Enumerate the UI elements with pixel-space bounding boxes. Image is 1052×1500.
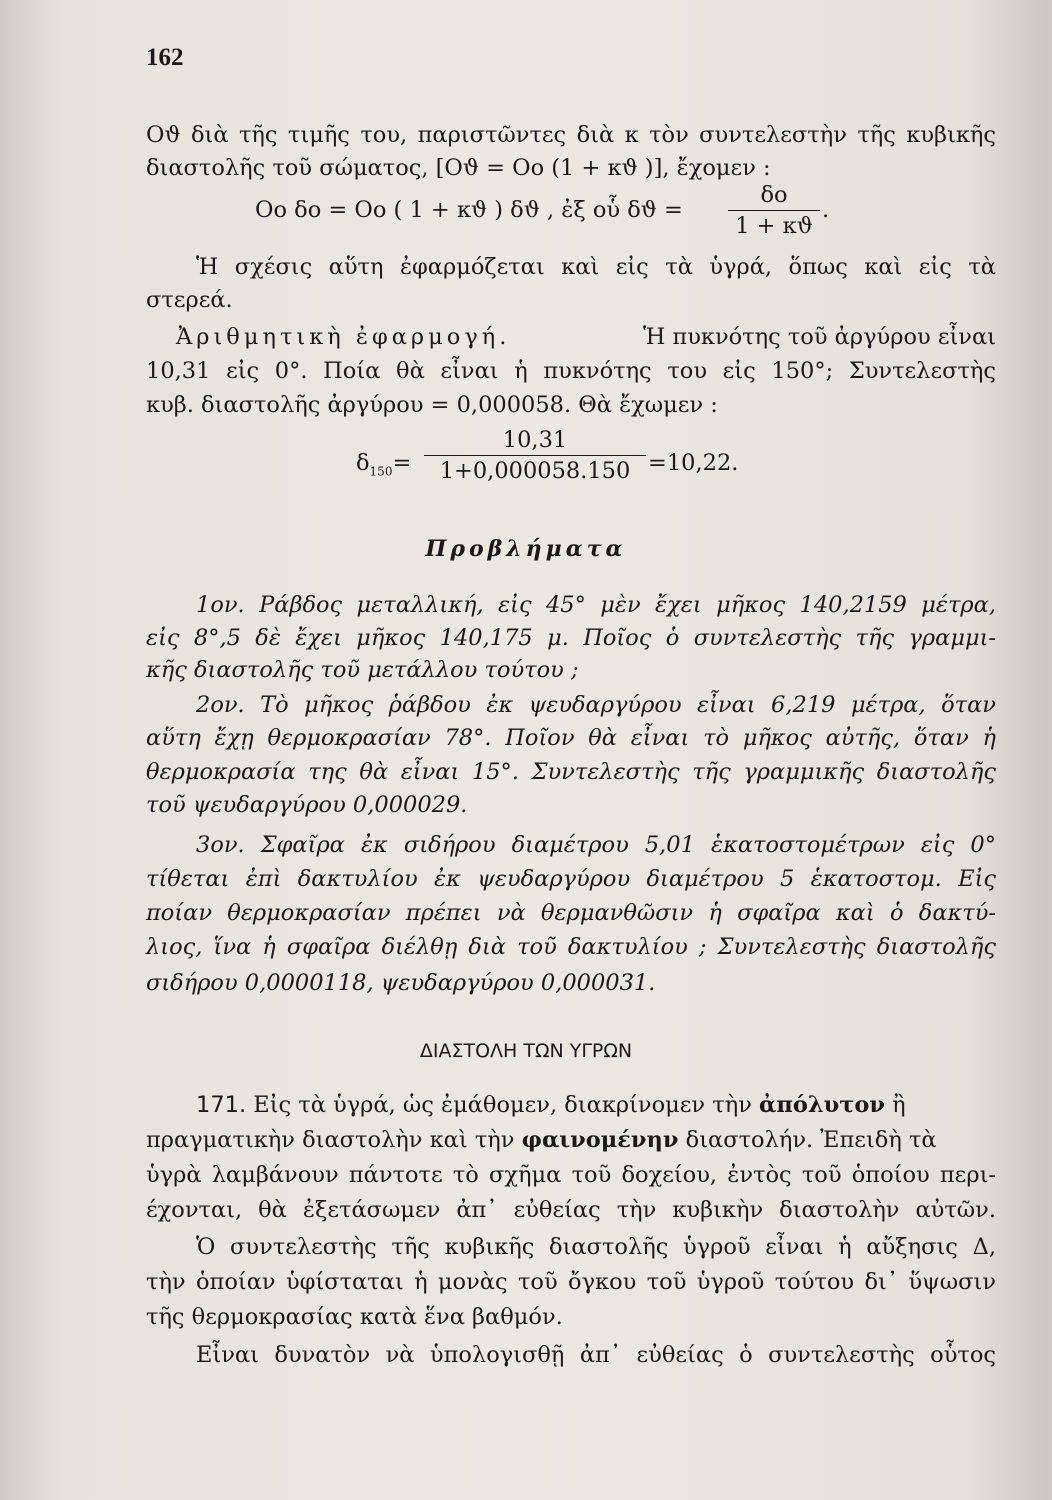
relation-line-1: Ἡ σχέσις αὕτη ἐφαρμόζεται καὶ εἰς τὰ ὑγρά, ὅπως καὶ εἰς τὰ <box>196 254 996 280</box>
application-line-3: κυβ. διαστολῆς ἀργύρου = 0,000058. Θὰ ἔχωμεν : <box>146 392 718 418</box>
section-171-line-2-a: πραγματικὴν διαστολὴν καὶ τὴν <box>146 1127 515 1153</box>
problem-2-line-1: 2ον. Τὸ μῆκος ῥάβδου ἐκ ψευδαργύρου εἶναι 6,219 μέτρα, ὅταν <box>196 692 996 718</box>
section-171-line-5: Ὁ συντελεστὴς τῆς κυβικῆς διαστολῆς ὑγροῦ εἶναι ἡ αὔξησις Δ, <box>196 1234 996 1260</box>
problem-1-line-2: εἰς 8°,5 δὲ ἔχει μῆκος 140,175 μ. Ποῖος ὁ συντελεστὴς τῆς γραμμι- <box>146 625 996 651</box>
equation-1-denominator: 1 + κϑ <box>735 213 813 239</box>
problem-3-line-3: ποίαν θερμοκρασίαν πρέπει νὰ θερμανθῶσιν ἡ σφαῖρα καὶ ὁ δακτύ- <box>146 900 996 926</box>
intro-line-1: Oϑ διὰ τῆς τιμῆς του, παριστῶντες διὰ κ τὸν συντελεστὴν τῆς κυβικῆς <box>146 122 996 148</box>
section-171-line-2-c: διαστολήν. Ἐπειδὴ τὰ <box>685 1127 937 1153</box>
equation-1-fraction <box>728 182 820 239</box>
relation-line-2: στερεά. <box>146 287 233 313</box>
equation-2-equals: = <box>392 450 412 476</box>
section-171-line-4: έχονται, θὰ ἐξετάσωμεν ἀπ᾽ εὐθείας τὴν κυβικὴν διαστολὴν αὐτῶν. <box>146 1197 996 1223</box>
section-171-line-1 <box>196 1090 996 1120</box>
problem-1-line-1: 1ον. Ράβδος μεταλλική, εἰς 45° μὲν ἔχει μῆκος 140,2159 μέτρα, <box>196 592 996 618</box>
problem-3-line-1: 3ον. Σφαῖρα ἐκ σιδήρου διαμέτρου 5,01 ἑκατοστομέτρων εἰς 0° <box>196 832 996 858</box>
application-line-1 <box>176 322 996 352</box>
equation-2-numerator: 10,31 <box>502 427 568 453</box>
application-title: Ἀριθμητικὴ ἐφαρμογή. <box>176 324 511 350</box>
equation-2-denominator: 1+0,000058.150 <box>439 458 631 484</box>
section-number: 171. <box>196 1092 247 1118</box>
term-apparent: φαινομένην <box>521 1127 679 1153</box>
problem-3-line-2: τίθεται ἐπὶ δακτυλίου ἐκ ψευδαργύρου διαμέτρου 5 ἑκατοστομ. Εἰς <box>146 866 996 892</box>
fraction-bar <box>728 210 820 211</box>
section-171-line-3: ὑγρὰ λαμβάνουν πάντοτε τὸ σχῆμα τοῦ δοχείου, ἐντὸς τοῦ ὁποίου περι- <box>146 1162 996 1188</box>
term-absolute: ἀπόλυτον <box>759 1092 885 1118</box>
application-line-1-rest: Ἡ πυκνότης τοῦ ἀργύρου εἶναι <box>642 324 996 350</box>
page-number: 162 <box>146 44 184 71</box>
problem-2-line-2: αὕτη ἔχῃ θερμοκρασίαν 78°. Ποῖον θὰ εἶναι τὸ μῆκος αὐτῆς, ὅταν ἡ <box>146 725 996 751</box>
equation-2-result: =10,22. <box>648 450 739 476</box>
section-title: ΔΙΑΣΤΟΛΗ ΤΩΝ ΥΓΡΩΝ <box>419 1040 633 1062</box>
problems-title: Προβλήματα <box>425 536 627 562</box>
equation-2-left <box>356 450 411 479</box>
application-line-2: 10,31 εἰς 0°. Ποία θὰ εἶναι ἡ πυκνότης του εἰς 150°; Συντελεστὴς <box>146 358 996 384</box>
equation-1-numerator: δο <box>760 182 788 208</box>
section-171-line-1-a: Εἰς τὰ ὑγρά, ὡς ἐμάθομεν, διακρίνομεν τὴν <box>253 1092 752 1118</box>
section-171-line-8: Εἶναι δυνατὸν νὰ ὑπολογισθῇ ἀπ᾽ εὐθείας ὁ συντελεστὴς οὗτος <box>196 1342 996 1368</box>
section-171-line-2 <box>146 1125 996 1155</box>
problem-1-line-3: κῆς διαστολῆς τοῦ μετάλλου τούτου ; <box>146 657 579 683</box>
problem-3-line-5: σιδήρου 0,0000118, ψευδαργύρου 0,000031. <box>146 970 656 996</box>
equation-2-subscript: 150 <box>369 464 393 479</box>
equation-2-delta: δ <box>356 450 370 476</box>
section-171-line-7: τῆς θερμοκρασίας κατὰ ἕνα βαθμόν. <box>146 1304 563 1330</box>
intro-line-2: διαστολῆς τοῦ σώματος, [Oϑ = Oο (1 + κϑ )], ἔχομεν : <box>146 155 771 181</box>
equation-2-fraction <box>424 427 646 484</box>
fraction-bar <box>424 455 646 456</box>
equation-1-tail: . <box>822 197 830 223</box>
section-171-line-1-c: ἢ <box>892 1092 906 1118</box>
problem-2-line-4: τοῦ ψευδαργύρου 0,000029. <box>146 792 468 818</box>
equation-1-left: Oο δο = Oο ( 1 + κϑ ) δϑ , ἐξ οὗ δϑ = <box>255 197 683 223</box>
section-171-line-6: τὴν ὁποίαν ὑφίσταται ἡ μονὰς τοῦ ὄγκου τοῦ ὑγροῦ τούτου δι᾽ ὕψωσιν <box>146 1269 996 1295</box>
problem-3-line-4: λιος, ἵνα ἡ σφαῖρα διέλθῃ διὰ τοῦ δακτυλίου ; Συντελεστὴς διαστολῆς <box>146 934 996 960</box>
problem-2-line-3: θερμοκρασία της θὰ εἶναι 15°. Συντελεστὴς τῆς γραμμικῆς διαστολῆς <box>146 759 996 785</box>
